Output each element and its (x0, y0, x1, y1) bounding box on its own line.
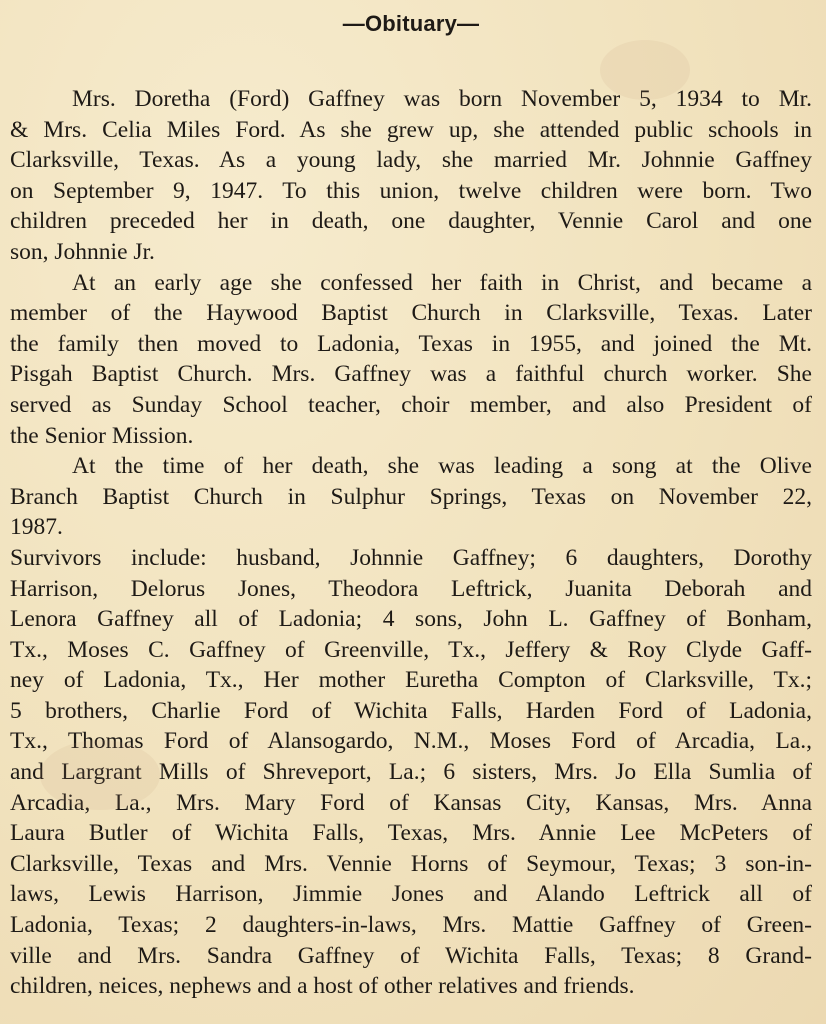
text-line: Laura Butler of Wichita Falls, Texas, Mrs. Annie Lee McPeters of (10, 820, 812, 847)
text-line: Survivors include: husband, Johnnie Gaffney; 6 daughters, Dorothy (10, 544, 812, 571)
text-line: the family then moved to Ladonia, Texas in 1955, and joined the Mt. (10, 330, 812, 357)
text-line: Pisgah Baptist Church. Mrs. Gaffney was a faithful church worker. She (10, 361, 812, 388)
paragraph-survivors (10, 543, 812, 1002)
text-line: Harrison, Delorus Jones, Theodora Leftrick, Juanita Deborah and (10, 575, 812, 602)
text-line: ney of Ladonia, Tx., Her mother Euretha Compton of Clarksville, Tx.; (10, 667, 812, 694)
text-line: 5 brothers, Charlie Ford of Wichita Falls, Harden Ford of Ladonia, (10, 697, 812, 724)
text-line: Clarksville, Texas and Mrs. Vennie Horns of Seymour, Texas; 3 son-in- (10, 850, 812, 877)
text-line: children, neices, nephews and a host of other relatives and friends. (10, 973, 635, 1000)
document-title: —Obituary— (342, 11, 480, 36)
text-line: Tx., Moses C. Gaffney of Greenville, Tx., Jeffery & Roy Clyde Gaff- (10, 636, 812, 663)
paragraph-birth-marriage (10, 84, 812, 268)
text-line: children preceded her in death, one daughter, Vennie Carol and one (10, 208, 812, 235)
text-line: Clarksville, Texas. As a young lady, she married Mr. Johnnie Gaffney (10, 147, 812, 174)
text-line: At the time of her death, she was leading a song at the Olive (72, 453, 812, 480)
text-line: Ladonia, Texas; 2 daughters-in-laws, Mrs. Mattie Gaffney of Green- (10, 912, 812, 939)
text-line: At an early age she confessed her faith in Christ, and became a (72, 269, 812, 296)
text-line: Mrs. Doretha (Ford) Gaffney was born November 5, 1934 to Mr. (72, 86, 812, 112)
text-line: Arcadia, La., Mrs. Mary Ford of Kansas City, Kansas, Mrs. Anna (10, 789, 812, 816)
text-line: son, Johnnie Jr. (10, 238, 155, 265)
text-line: Tx., Thomas Ford of Alansogardo, N.M., Moses Ford of Arcadia, La., (10, 728, 812, 755)
paragraph-death (10, 451, 812, 543)
text-line: ville and Mrs. Sandra Gaffney of Wichita Falls, Texas; 8 Grand- (10, 942, 812, 969)
text-line: Lenora Gaffney all of Ladonia; 4 sons, John L. Gaffney of Bonham, (10, 606, 812, 633)
text-line: 1987. (10, 514, 63, 541)
text-line: the Senior Mission. (10, 422, 194, 449)
obituary-body (10, 84, 812, 1002)
text-line: member of the Haywood Baptist Church in Clarksville, Texas. Later (10, 300, 812, 327)
text-line: and Largrant Mills of Shreveport, La.; 6 sisters, Mrs. Jo Ella Sumlia of (10, 759, 812, 786)
text-line: served as Sunday School teacher, choir member, and also President of (10, 391, 812, 418)
paragraph-faith-church (10, 268, 812, 452)
text-line: & Mrs. Celia Miles Ford. As she grew up, she attended public schools in (10, 116, 812, 143)
text-line: on September 9, 1947. To this union, twelve children were born. Two (10, 177, 812, 204)
text-line: Branch Baptist Church in Sulphur Springs, Texas on November 22, (10, 483, 812, 510)
text-line: laws, Lewis Harrison, Jimmie Jones and Alando Leftrick all of (10, 881, 812, 908)
